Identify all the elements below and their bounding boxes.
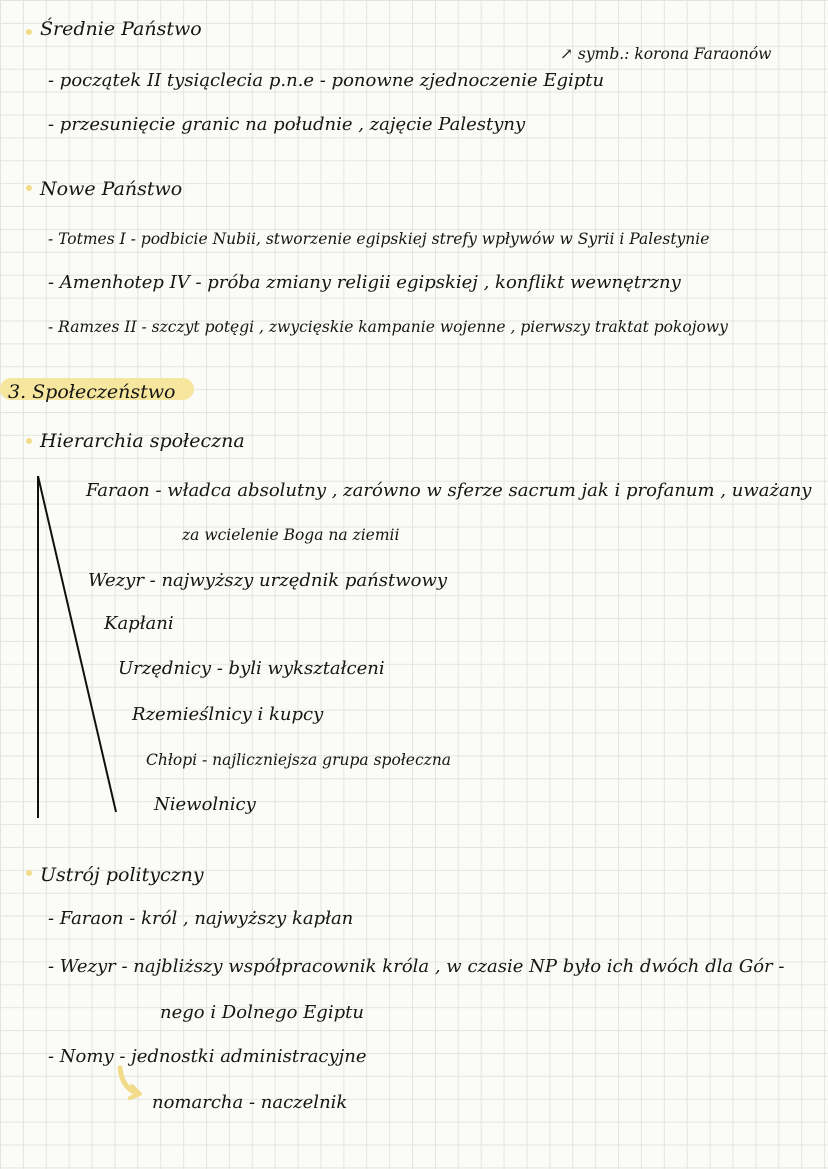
hierarchy-level: Kapłani bbox=[104, 613, 174, 634]
nowe-item: - Totmes I - podbicie Nubii, stworzenie egipskiej strefy wpływów w Syrii i Palestynie bbox=[48, 230, 710, 248]
hierarchy-level: Wezyr - najwyższy urzędnik państwowy bbox=[88, 570, 448, 591]
ustroj-item: - Wezyr - najbliższy współpracownik króla , w czasie NP było ich dwóch dla Gór - bbox=[48, 956, 785, 977]
hierarchy-level: za wcielenie Boga na ziemii bbox=[182, 526, 400, 544]
ustroj-item: - Faraon - król , najwyższy kapłan bbox=[48, 908, 354, 929]
ustroj-item: nomarcha - naczelnik bbox=[152, 1092, 348, 1113]
hierarchy-level: Chłopi - najliczniejsza grupa społeczna bbox=[146, 751, 452, 769]
srednie-note: ↗ symb.: korona Faraonów bbox=[560, 45, 772, 63]
nowe-item: - Ramzes II - szczyt potęgi , zwycięskie kampanie wojenne , pierwszy traktat pokojowy bbox=[48, 318, 728, 336]
ustroj-heading: Ustrój polityczny bbox=[40, 864, 204, 886]
section-title: 3. Społeczeństwo bbox=[8, 381, 176, 403]
ustroj-item: nego i Dolnego Egiptu bbox=[160, 1002, 364, 1023]
nowe-heading: Nowe Państwo bbox=[40, 178, 183, 200]
srednie-item: - początek II tysiąclecia p.n.e - ponowne zjednoczenie Egiptu bbox=[48, 70, 605, 91]
srednie-heading: Średnie Państwo bbox=[40, 18, 202, 40]
hierarchy-level: Urzędnicy - byli wykształceni bbox=[118, 658, 385, 679]
nowe-item: - Amenhotep IV - próba zmiany religii egipskiej , konflikt wewnętrzny bbox=[48, 272, 681, 293]
hierarchy-level: Faraon - władca absolutny , zarówno w sferze sacrum jak i profanum , uważany bbox=[86, 480, 812, 501]
hierarchy-level: Rzemieślnicy i kupcy bbox=[132, 704, 324, 725]
hierarchy-level: Niewolnicy bbox=[154, 794, 256, 815]
hierarchy-heading: Hierarchia społeczna bbox=[40, 430, 245, 452]
ustroj-item: - Nomy - jednostki administracyjne bbox=[48, 1046, 367, 1067]
srednie-item: - przesunięcie granic na południe , zajęcie Palestyny bbox=[48, 114, 526, 135]
